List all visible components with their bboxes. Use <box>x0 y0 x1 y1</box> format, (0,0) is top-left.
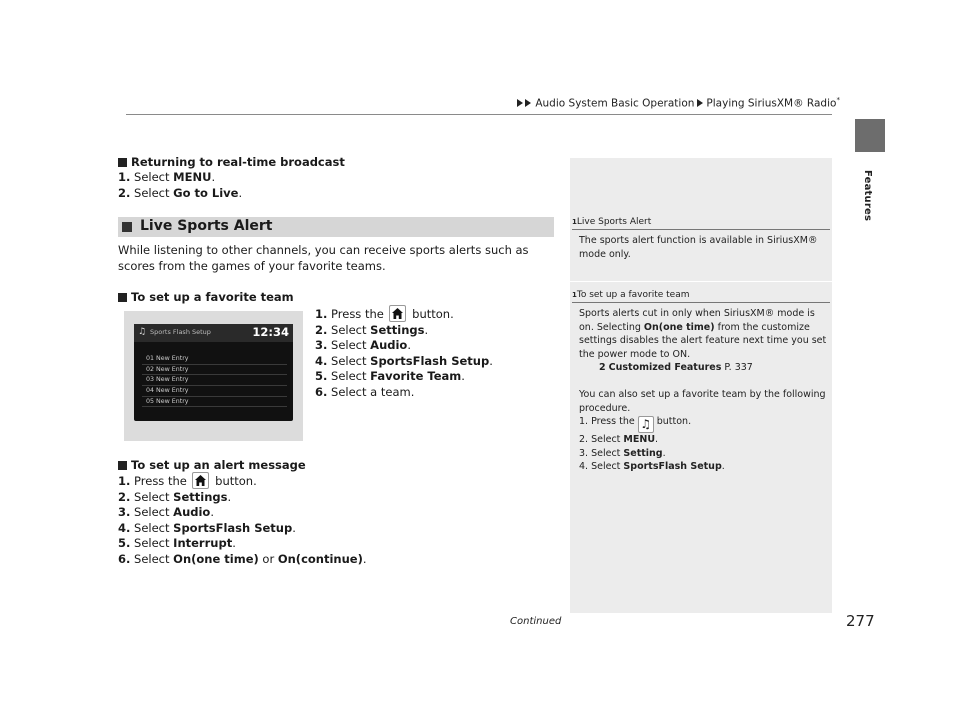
music-note-icon: ♫ <box>638 416 654 433</box>
continued-label: Continued <box>510 616 562 627</box>
step: 4. Select SportsFlash Setup. <box>118 520 296 535</box>
square-bullet-icon <box>118 293 127 302</box>
list-item: 03 New Entry <box>142 375 287 386</box>
chapter-label: Features <box>862 170 873 222</box>
list-item: 04 New Entry <box>142 386 287 397</box>
list-item: 02 New Entry <box>142 365 287 376</box>
step: 6. Select On(one time) or On(continue). <box>118 551 367 566</box>
arrow-icon <box>697 99 703 107</box>
display-header <box>134 324 293 342</box>
list-item: 01 New Entry <box>142 354 287 365</box>
step: 4. Select SportsFlash Setup. <box>315 353 493 368</box>
square-bullet-icon <box>118 461 127 470</box>
footnote-mark: * <box>836 96 840 104</box>
step: 2. Select Settings. <box>315 322 429 337</box>
reference-link: Customized Features <box>608 362 722 373</box>
breadcrumb <box>516 96 840 110</box>
returning-heading: Returning to real-time broadcast <box>118 154 345 170</box>
chapter-tab <box>855 119 885 152</box>
alert-message-heading: To set up an alert message <box>118 458 367 472</box>
entry-list <box>142 354 287 407</box>
step: 3. Select Audio. <box>118 505 214 519</box>
returning-section <box>118 154 345 201</box>
header-rule <box>126 114 832 115</box>
step: 2. Select Settings. <box>118 489 232 504</box>
display-title: Sports Flash Setup <box>150 328 211 336</box>
breadcrumb-page: Playing SiriusXM® Radio <box>706 97 837 110</box>
note-body: You can also set up a favorite team by the following procedure. 1. Press the ♫ button. 2. Select MENU. 3. Select Setting. 4. Select SportsFlash Setup. <box>579 389 826 472</box>
square-bullet-icon <box>122 222 132 232</box>
reference-icon: 2 <box>599 362 606 373</box>
home-icon <box>389 305 406 322</box>
home-icon <box>192 472 209 489</box>
step: 5. Select Interrupt. <box>118 536 236 550</box>
step: 1. Press the button. <box>315 307 454 321</box>
step: 3. Select Audio. <box>315 338 411 352</box>
list-item: 05 New Entry <box>142 397 287 408</box>
breadcrumb-section: Audio System Basic Operation <box>535 97 695 110</box>
note-separator <box>570 281 832 282</box>
square-bullet-icon <box>118 158 127 167</box>
music-note-icon: ♫ <box>138 327 147 337</box>
note-body: The sports alert function is available in SiriusXM® mode only. <box>579 235 818 260</box>
section-title-bar <box>118 217 554 237</box>
step: 6. Select a team. <box>315 384 415 399</box>
step: 5. Select Favorite Team. <box>315 369 465 383</box>
note-heading: 1Live Sports Alert <box>572 217 652 227</box>
alert-message-section <box>118 458 367 567</box>
step: 1. Select MENU. <box>118 170 216 184</box>
favorite-team-heading: To set up a favorite team <box>118 290 294 304</box>
page-number: 277 <box>846 612 875 630</box>
arrow-icon <box>525 99 531 107</box>
note-rule <box>572 229 830 230</box>
note-body: Sports alerts cut in only when SiriusXM® mode is on. Selecting On(one time) from the customize settings disables the alert feature next time you set the power mode to ON. 2 Customized Features P. 337 <box>579 308 827 373</box>
arrow-icon <box>517 99 523 107</box>
favorite-team-steps <box>315 305 493 400</box>
note-rule <box>572 302 830 303</box>
step: 2. Select Go to Live. <box>118 185 243 200</box>
audio-display <box>134 324 293 421</box>
section-title: Live Sports Alert <box>140 218 273 234</box>
note-heading: 1To set up a favorite team <box>572 290 690 300</box>
display-clock: 12:34 <box>252 325 289 339</box>
intro-paragraph: While listening to other channels, you can receive sports alerts such as scores from the games of your favorite teams. <box>118 243 529 273</box>
step: 1. Press the button. <box>118 474 257 488</box>
